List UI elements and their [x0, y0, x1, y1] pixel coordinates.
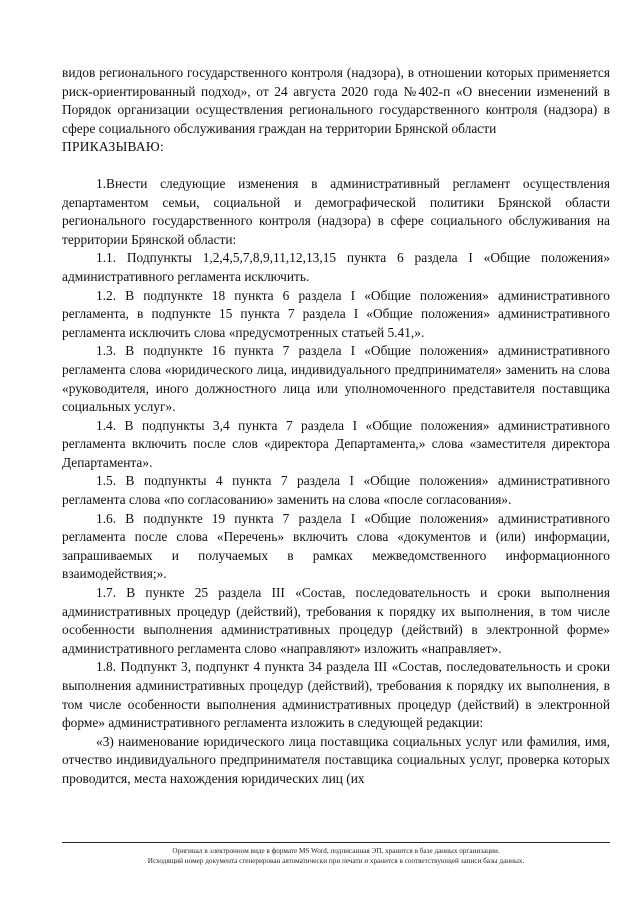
paragraph-1-6: 1.6. В подпункте 19 пункта 7 раздела I «Общие положения» административного регламента после слова «Перечень» включить слова «документов и (или) информации, запрашиваемых и получаемых в рамках межведомственного информационного взаимодействия;». — [62, 510, 610, 582]
paragraph-1-7: 1.7. В пункте 25 раздела III «Состав, последовательность и сроки выполнения административных процедур (действий), требования к порядку их выполнения, в том числе особенности выполнения административных процедур (действий) в электронной форме» административного регламента слово «направляют» изложить «направляет». — [62, 585, 610, 656]
footer-line-1: Оригинал в электронном виде в формате MS Word, подписанная ЭП, хранится в базе данных организации. — [172, 847, 500, 855]
paragraph-1: 1.Внести следующие изменения в административный регламент осуществления департаментом семьи, социальной и демографической политики Брянской области регионального государственного контроля (надзора) в сфере социального обслуживания на территории Брянской области: — [62, 175, 610, 247]
paragraph-1-1: 1.1. Подпункты 1,2,4,5,7,8,9,11,12,13,15 пункта 6 раздела I «Общие положения» административного регламента исключить. — [62, 250, 610, 284]
document-body — [62, 64, 610, 789]
intro-paragraph: видов регионального государственного контроля (надзора), в отношении которых применяется риск-ориентированный подход», от 24 августа 2020 года №402-п «О внесении изменений в Порядок организации осуществления регионального государственного контроля (надзора) в сфере социального обслуживания граждан на территории Брянской области — [62, 65, 610, 136]
paragraph-1-8: 1.8. Подпункт 3, подпункт 4 пункта 34 раздела III «Состав, последовательность и сроки выполнения административных процедур (действий), требования к порядку их выполнения, в том числе особенности выполнения административных процедур (действий) в электронной форме» административного регламента изложить в следующей редакции: — [62, 659, 610, 731]
paragraph-quote-3: «3) наименование юридического лица поставщика социальных услуг или фамилия, имя, отчество индивидуального предпринимателя поставщика социальных услуг, проверка которых проводится, места нахождения юридических лиц (их — [62, 733, 610, 786]
footer — [62, 846, 610, 866]
paragraph-1-4: 1.4. В подпункты 3,4 пункта 7 раздела I «Общие положения» административного регламента включить после слов «директора Департамента,» слова «заместителя директора Департамента». — [62, 417, 610, 470]
paragraph-1-2: 1.2. В подпункте 18 пункта 6 раздела I «Общие положения» административного регламента, в подпункте 15 пункта 7 раздела I «Общие положения» административного регламента исключить слова «предусмотренных статьей 5.41,». — [62, 287, 610, 340]
paragraph-1-3: 1.3. В подпункте 16 пункта 7 раздела I «Общие положения» административного регламента слова «юридического лица, индивидуального предпринимателя» заменить на слова «руководителя, иного должностного лица или уполномоченного представителя поставщика социальных услуг». — [62, 343, 610, 415]
paragraph-1-5: 1.5. В подпункты 4 пункта 7 раздела I «Общие положения» административного регламента слова «по согласованию» заменить на слова «после согласования». — [62, 473, 610, 508]
spacer — [62, 157, 610, 175]
footer-divider — [62, 842, 610, 843]
footer-line-2: Исходящий номер документа сгенерирован автоматически при печати и хранится в соответствующей записи базы данных. — [147, 857, 525, 865]
order-heading: ПРИКАЗЫВАЮ: — [62, 139, 164, 155]
